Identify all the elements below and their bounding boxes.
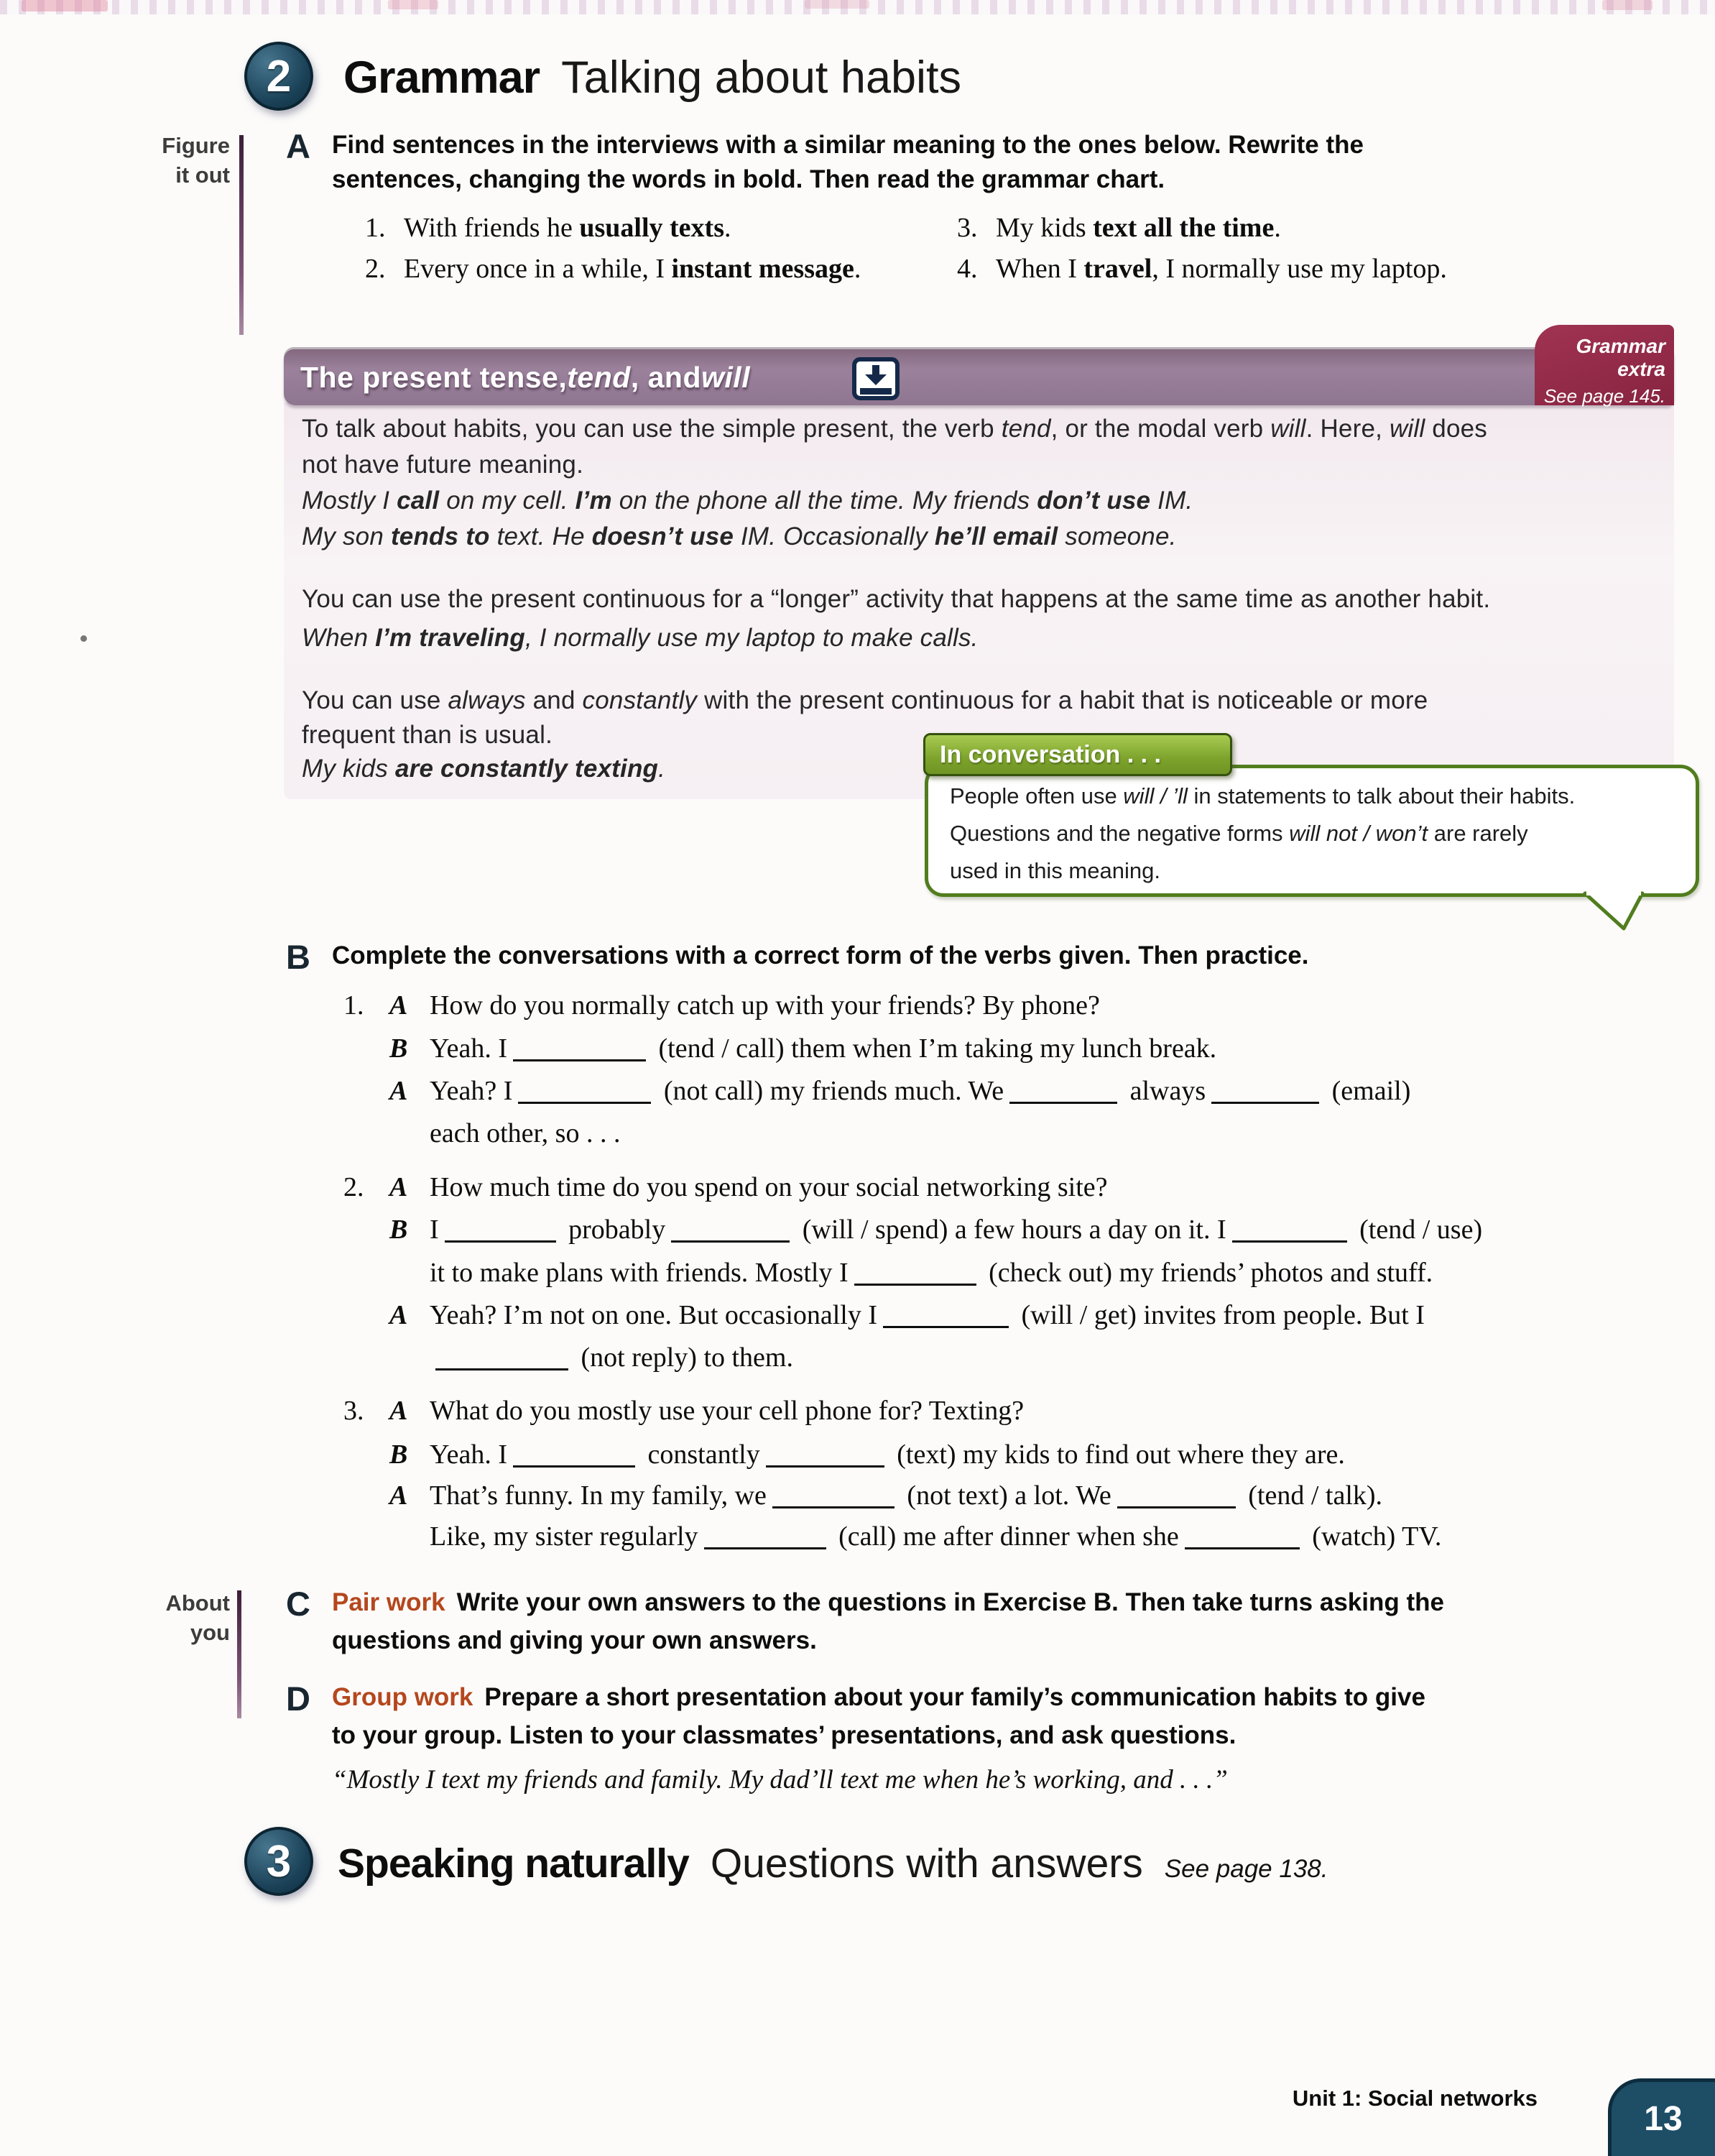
exercise-b-instruction: Complete the conversations with a correct form of the verbs given. Then practice.: [332, 941, 1309, 969]
section-title-bold: Speaking naturally: [338, 1841, 689, 1886]
dialog-row: [0, 1299, 1715, 1337]
dialog-text: Yeah. I (tend / call) them when I’m taking my lunch break.: [430, 1033, 1217, 1064]
chart-example-line: When I’m traveling, I normally use my laptop to make calls.: [302, 624, 979, 652]
dialog-text: Yeah? I (not call) my friends much. We always (email): [430, 1076, 1411, 1106]
stray-ink-dot: [80, 635, 87, 642]
download-icon: [852, 357, 900, 400]
grammar-extra-label: Grammar extra: [1576, 335, 1665, 380]
dialog-row: [0, 1395, 1715, 1432]
exercise-a-letter: A: [286, 127, 310, 165]
item-text: Every once in a while, I instant message.: [404, 254, 861, 284]
bubble-text-line: People often use will / ’ll in statements to talk about their habits.: [950, 783, 1576, 808]
dialog-row: [0, 1118, 1715, 1155]
section-3-badge: [244, 1827, 313, 1896]
margin-label-figure-it-out: Figure it out: [162, 133, 230, 188]
margin-rule: [237, 1590, 241, 1718]
exercise-c-instruction-line: questions and giving your own answers.: [332, 1626, 817, 1654]
section-2-title: [343, 52, 961, 103]
section-title-topic: Talking about habits: [561, 52, 962, 103]
section-title-topic: Questions with answers: [710, 1841, 1143, 1886]
bubble-text-line: Questions and the negative forms will not / won’t are rarely: [950, 821, 1528, 846]
dialog-text: Like, my sister regularly (call) me after dinner when she (watch) TV.: [430, 1521, 1442, 1552]
section-2-badge: [244, 42, 313, 111]
item-text: With friends he usually texts.: [404, 213, 731, 243]
in-conversation-tab: In conversation . . .: [923, 733, 1232, 776]
dialog-speaker: A: [389, 990, 408, 1021]
grammar-chart-title: The present tense, tend , and will: [300, 360, 751, 394]
exercise-a-instruction-line: Find sentences in the interviews with a similar meaning to the ones below. Rewrite the: [332, 131, 1364, 159]
chart-text-line: not have future meaning.: [302, 451, 584, 479]
chart-text-line: To talk about habits, you can use the simple present, the verb tend, or the modal verb will. Here, will does: [302, 415, 1487, 443]
item-number: 2.: [365, 254, 386, 284]
dialog-text: each other, so . . .: [430, 1118, 621, 1148]
section-3-title: [338, 1840, 1328, 1887]
dialog-text: (not reply) to them.: [430, 1342, 793, 1373]
speech-bubble-tail: [1579, 891, 1648, 933]
dialog-row: [0, 1214, 1715, 1251]
bubble-text-line: used in this meaning.: [950, 858, 1160, 883]
dialog-speaker: B: [389, 1439, 408, 1470]
dialog-number: 1.: [343, 990, 364, 1021]
dialog-row: [0, 1439, 1715, 1476]
dialog-speaker: A: [389, 1172, 408, 1202]
scan-smudge: [388, 0, 438, 9]
dialog-text: Yeah? I’m not on one. But occasionally I (will / get) invites from people. But I: [430, 1300, 1425, 1330]
dialog-text: I probably (will / spend) a few hours a day on it. I (tend / use): [430, 1215, 1483, 1245]
dialog-row: [0, 990, 1715, 1027]
exercise-a-item: [365, 212, 731, 244]
exercise-a-item: [365, 253, 861, 285]
scan-smudge: [805, 0, 869, 9]
item-number: 4.: [957, 254, 978, 284]
dialog-number: 3.: [343, 1396, 364, 1426]
section-number: 3: [266, 1836, 292, 1886]
item-text: My kids text all the time.: [996, 213, 1281, 243]
dialog-speaker: B: [389, 1033, 408, 1064]
exercise-d-instruction-line: to your group. Listen to your classmates’ presentations, and ask questions.: [332, 1721, 1236, 1749]
section-number: 2: [266, 51, 292, 101]
grammar-extra-tag: [1535, 325, 1674, 405]
dialog-text: What do you mostly use your cell phone for? Texting?: [430, 1396, 1025, 1426]
dialog-row: [0, 1480, 1715, 1517]
margin-rule: [239, 135, 244, 335]
chart-text-line: You can use the present continuous for a “longer” activity that happens at the same time as another habit.: [302, 585, 1491, 613]
chart-example-line: My son tends to text. He doesn’t use IM. Occasionally he’ll email someone.: [302, 522, 1177, 550]
dialog-row: [0, 1075, 1715, 1112]
dialog-text: How much time do you spend on your social networking site?: [430, 1172, 1108, 1202]
dialog-speaker: A: [389, 1076, 408, 1106]
dialog-row: [0, 1033, 1715, 1070]
exercise-d-letter: D: [286, 1680, 310, 1718]
dialog-text: How do you normally catch up with your friends? By phone?: [430, 990, 1100, 1021]
chart-text-line: frequent than is usual.: [302, 721, 553, 749]
dialog-row: [0, 1521, 1715, 1558]
dialog-speaker: A: [389, 1300, 408, 1330]
exercise-c-letter: C: [286, 1585, 310, 1623]
group-work-label: Group work: [332, 1683, 473, 1711]
exercise-b-letter: B: [286, 938, 310, 976]
dialog-text: That’s funny. In my family, we (not text) a lot. We (tend / talk).: [430, 1480, 1383, 1511]
item-number: 3.: [957, 213, 978, 243]
scan-smudge: [22, 0, 108, 11]
pair-work-label: Pair work: [332, 1588, 445, 1616]
dialog-speaker: B: [389, 1215, 408, 1245]
dialog-row: [0, 1171, 1715, 1209]
see-page-note: See page 138.: [1164, 1855, 1328, 1883]
exercise-a-item: [957, 212, 1281, 244]
chart-example-line: My kids are constantly texting.: [302, 755, 666, 783]
exercise-c-instruction-line: Pair work Write your own answers to the questions in Exercise B. Then take turns asking the: [332, 1588, 1444, 1616]
exercise-d-instruction-line: Group work Prepare a short presentation about your family’s communication habits to give: [332, 1683, 1425, 1711]
scan-smudge: [1602, 0, 1652, 10]
dialog-row: [0, 1342, 1715, 1379]
item-text: When I travel, I normally use my laptop.: [996, 254, 1447, 284]
page-number: 13: [1644, 2100, 1683, 2138]
chart-text-line: You can use always and constantly with the present continuous for a habit that is noticeable or more: [302, 686, 1428, 714]
margin-label-about-you: About you: [165, 1590, 230, 1645]
example-quote: “Mostly I text my friends and family. My dad’ll text me when he’s working, and . . .”: [332, 1765, 1228, 1795]
footer-unit-label: Unit 1: Social networks: [1292, 2086, 1538, 2111]
dialog-text: it to make plans with friends. Mostly I (check out) my friends’ photos and stuff.: [430, 1258, 1433, 1288]
chart-example-line: Mostly I call on my cell. I’m on the phone all the time. My friends don’t use IM.: [302, 487, 1193, 515]
exercise-a-item: [957, 253, 1447, 285]
item-number: 1.: [365, 213, 386, 243]
grammar-extra-page-ref: See page 145.: [1543, 385, 1665, 407]
dialog-speaker: A: [389, 1480, 408, 1511]
dialog-text: Yeah. I constantly (text) my kids to find out where they are.: [430, 1439, 1345, 1470]
dialog-number: 2.: [343, 1172, 364, 1202]
dialog-speaker: A: [389, 1396, 408, 1426]
dialog-row: [0, 1257, 1715, 1294]
page-number-tab: [1608, 2078, 1715, 2156]
section-title-bold: Grammar: [343, 52, 540, 103]
exercise-a-instruction-line: sentences, changing the words in bold. Then read the grammar chart.: [332, 165, 1165, 193]
